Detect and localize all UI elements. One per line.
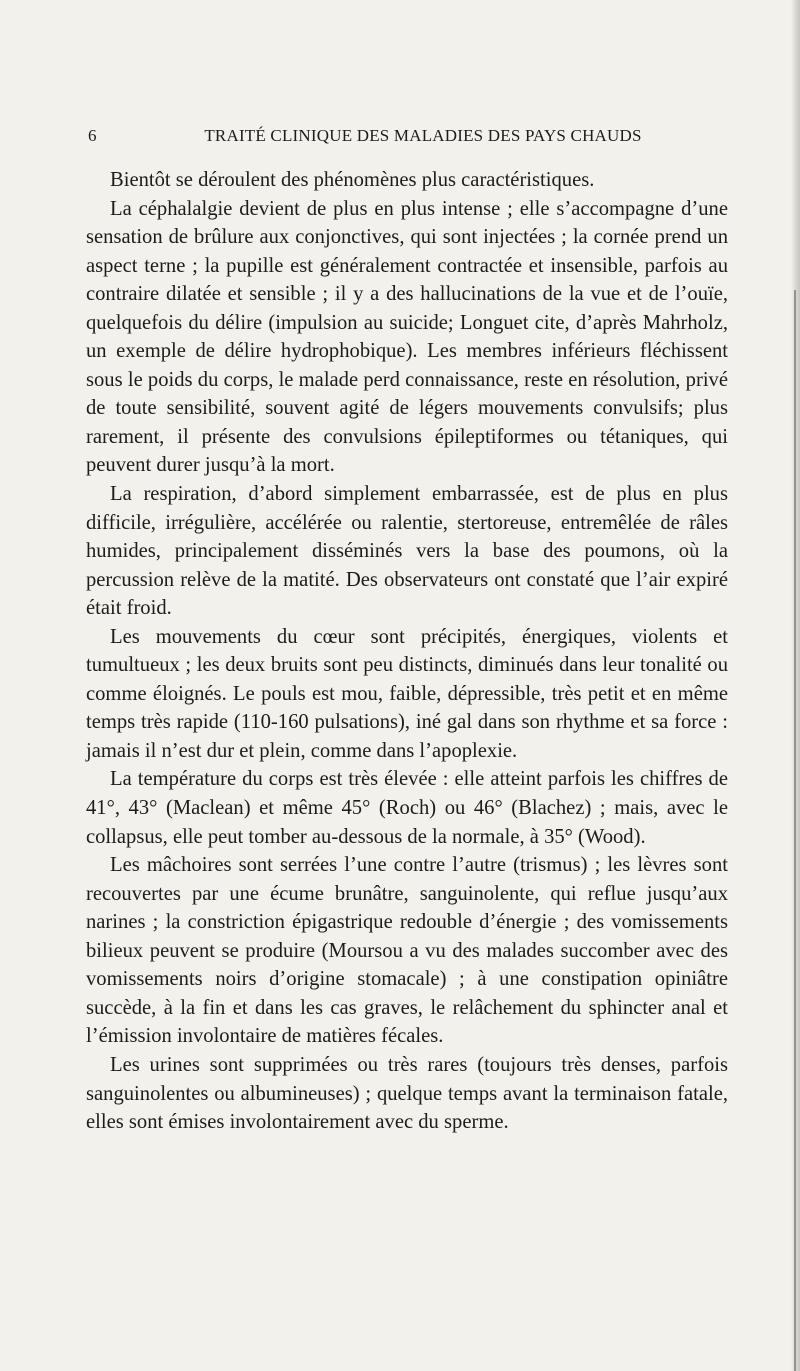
page-number: 6 xyxy=(88,126,97,145)
paragraph-7: Les urines sont supprimées ou très rares (toujours très denses, parfois sanguinolentes ou albumineuses) ; quelque temps avant la terminaison fatale, elles sont émises involontairement avec du sperme. xyxy=(86,1053,728,1134)
page-edge-line xyxy=(794,290,796,1371)
paragraph-2: La céphalalgie devient de plus en plus intense ; elle s’accompagne d’une sensation de brûlure aux conjonctives, qui sont injectées ; la cornée prend un aspect terne ; la pupille est généralement contractée et insensible, parfois au contraire dilatée et sensible ; il y a des hallucinations de la vue et de l’ouïe, quelquefois du délire (impulsion au suicide; Longuet cite, d’après Mahrholz, un exemple de délire hydrophobique). Les membres inférieurs fléchissent sous le poids du corps, le malade perd connaissance, reste en résolution, privé de toute sensibilité, souvent agité de légers mouvements convulsifs; plus rarement, il présente des convulsions épileptiformes ou tétaniques, qui peuvent durer jusqu’à la mort. xyxy=(86,197,728,477)
paragraph-4: Les mouvements du cœur sont précipités, énergiques, violents et tumultueux ; les deux bruits sont peu distincts, diminués dans leur tonalité ou comme éloignés. Le pouls est mou, faible, dépressible, très petit et en même temps très rapide (110-160 pulsations), iné gal dans son rhythme et sa force : jamais il n’est dur et plein, comme dans l’apoplexie. xyxy=(86,625,728,762)
body-text xyxy=(86,166,728,1137)
running-head xyxy=(88,126,728,152)
paragraph-6: Les mâchoires sont serrées l’une contre l’autre (trismus) ; les lèvres sont recouvertes par une écume brunâtre, sanguinolente, qui reflue jusqu’aux narines ; la constriction épigastrique redouble d’énergie ; des vomissements bilieux peuvent se produire (Moursou a vu des malades succomber avec des vomissements noirs d’origine stomacale) ; à une constipation opiniâtre succède, à la fin et dans les cas graves, le relâchement du sphincter anal et l’émission involontaire de matières fécales. xyxy=(86,854,728,1048)
paragraph-5: La température du corps est très élevée : elle atteint parfois les chiffres de 41°, 43° (Maclean) et même 45° (Roch) ou 46° (Blachez) ; mais, avec le collapsus, elle peut tomber au-dessous de la normale, à 35° (Wood). xyxy=(86,768,728,848)
running-title: TRAITÉ CLINIQUE DES MALADIES DES PAYS CHAUDS xyxy=(204,126,642,145)
paragraph-1: Bientôt se déroulent des phénomènes plus caractéristiques. xyxy=(110,169,595,191)
paragraph-3: La respiration, d’abord simplement embarrassée, est de plus en plus difficile, irrégulière, accélérée ou ralentie, stertoreuse, entremêlée de râles humides, principalement disséminés vers la base des poumons, où la percussion relève de la matité. Des observateurs ont constaté que l’air expiré était froid. xyxy=(86,483,728,620)
